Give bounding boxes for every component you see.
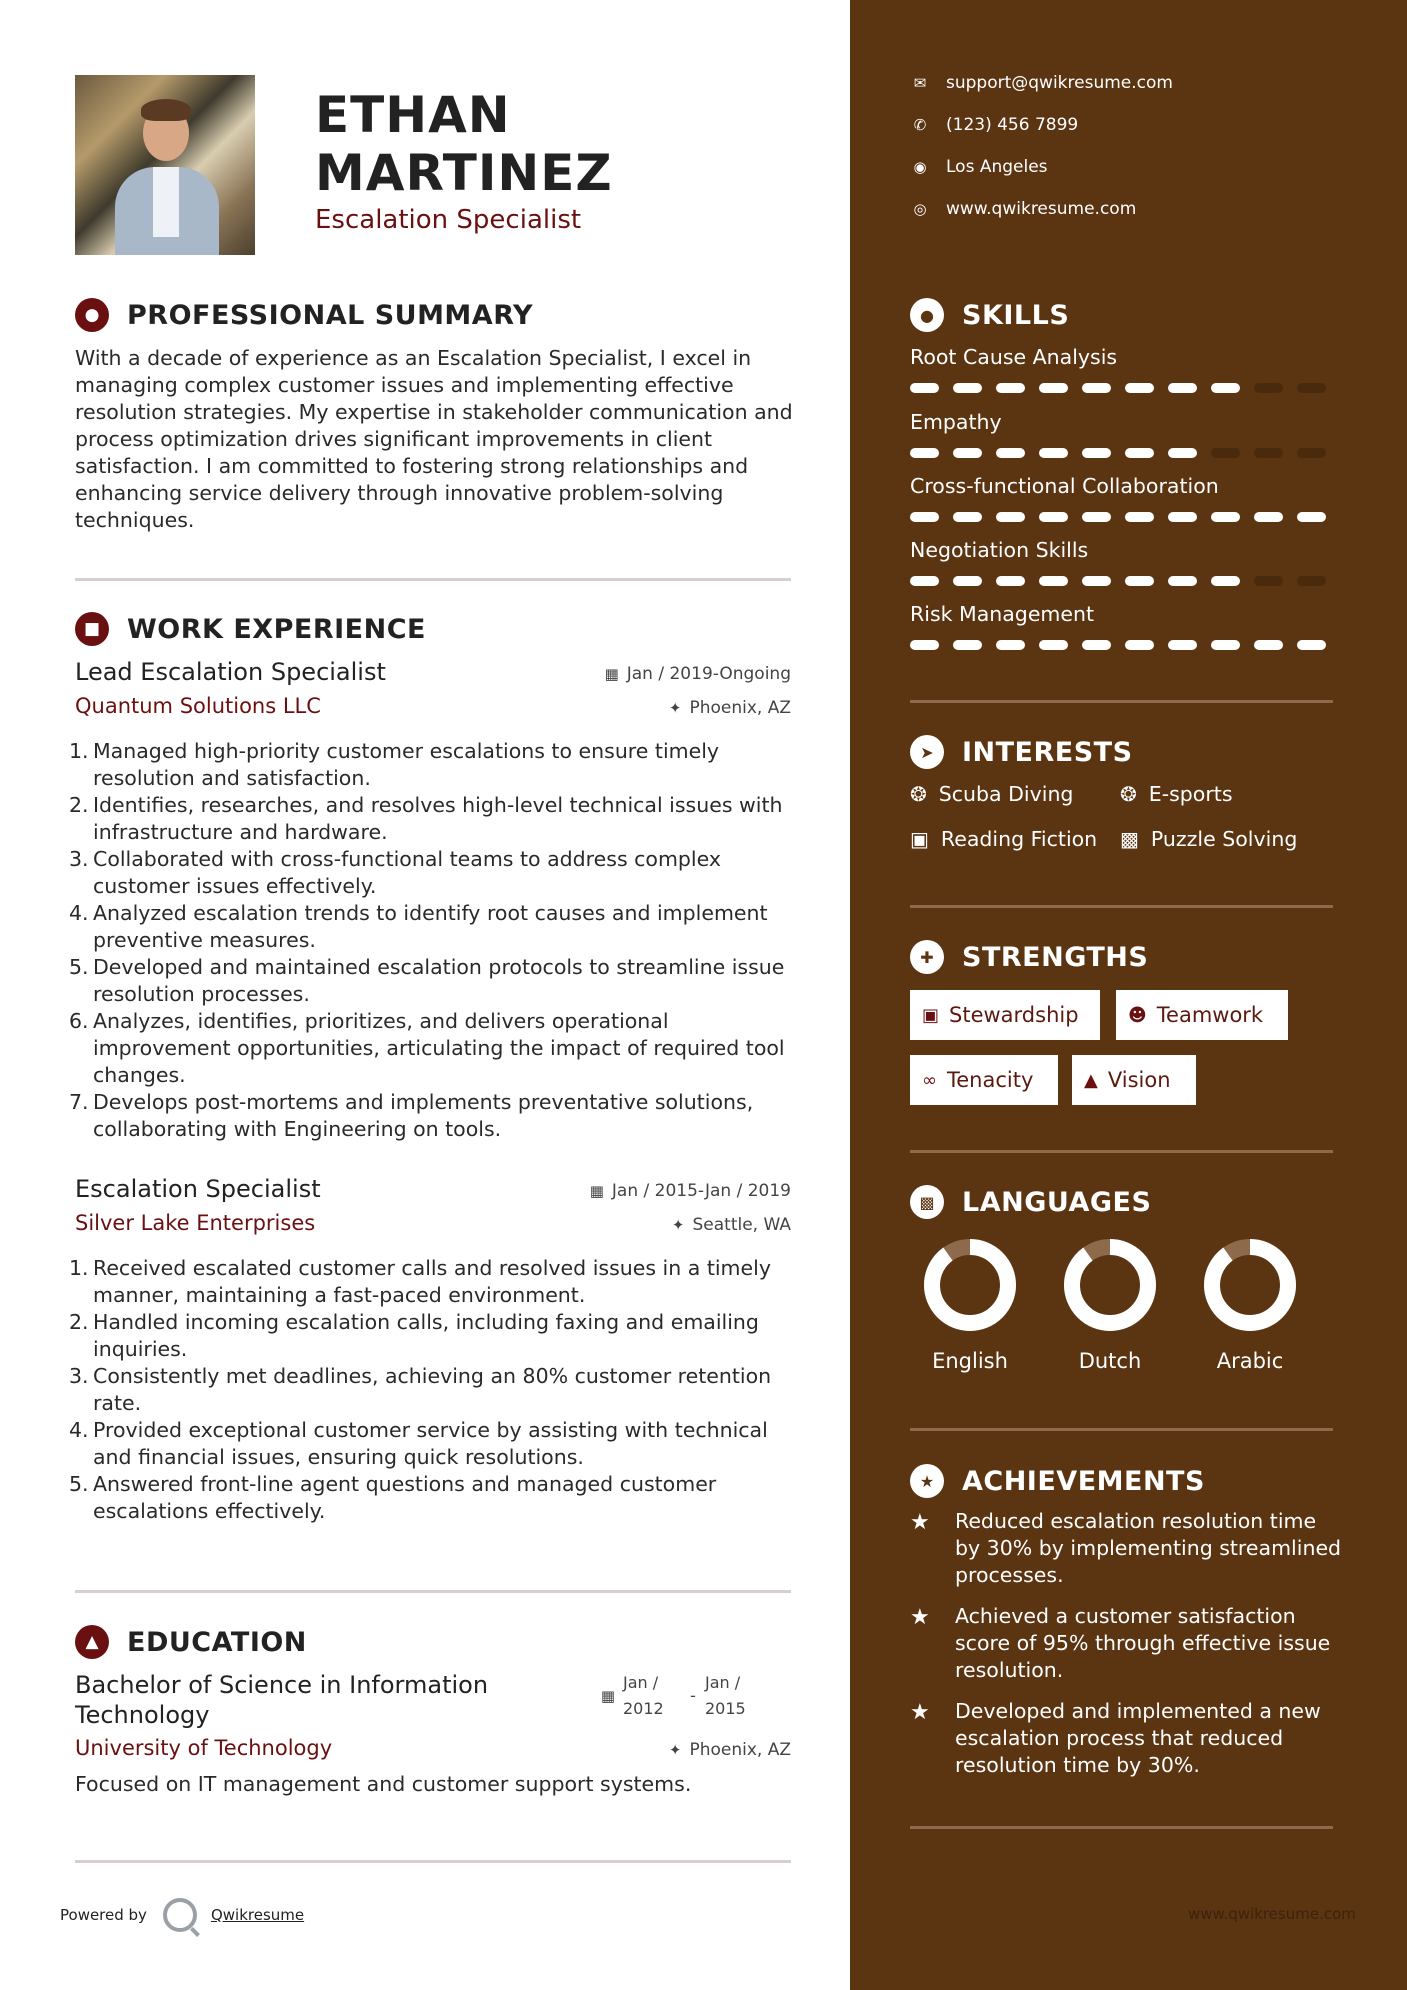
interest-item: ❂ E-sports xyxy=(1120,782,1233,806)
job-bullets xyxy=(69,738,791,1143)
education-title: EDUCATION xyxy=(127,1626,307,1658)
qwikresume-link[interactable]: Qwikresume xyxy=(210,1906,305,1924)
user-icon: ● xyxy=(75,298,109,332)
skill-level-segment xyxy=(1082,512,1111,522)
skill-level-bar xyxy=(910,576,1333,586)
person-role: Escalation Specialist xyxy=(315,205,582,235)
skill-level-segment xyxy=(1297,512,1326,522)
briefcase-icon: ■ xyxy=(75,612,109,646)
skill-level-bar xyxy=(910,512,1333,522)
experience-header xyxy=(75,612,426,646)
achievement-item: ★ Developed and implemented a new escalation process that reduced resolution time by 30%. xyxy=(910,1699,1321,1777)
skill-item xyxy=(910,538,1333,586)
language-item: Arabic xyxy=(1180,1235,1320,1373)
language-ring-dutch xyxy=(1060,1235,1160,1335)
graduation-cap-icon: ▲ xyxy=(75,1625,109,1659)
contact-website[interactable]: ◎ www.qwikresume.com xyxy=(910,199,1136,219)
list-item: 4. Provided exceptional customer service by assisting with technical and financial issues, ensuring quick resolutions. xyxy=(69,1418,768,1469)
divider xyxy=(910,1826,1333,1829)
skill-level-segment xyxy=(1125,576,1154,586)
skill-level-bar xyxy=(910,640,1333,650)
strength-tag: ▣ Stewardship xyxy=(910,990,1100,1040)
job-company: Quantum Solutions LLC xyxy=(75,694,321,718)
skill-level-segment xyxy=(1082,448,1111,458)
users-icon: ☻ xyxy=(1128,1004,1147,1026)
job-entry xyxy=(69,658,791,1141)
strength-tag: ▲ Vision xyxy=(1072,1055,1196,1105)
skill-level-segment xyxy=(1125,448,1154,458)
list-item: 4. Analyzed escalation trends to identify root causes and implement preventive measures. xyxy=(69,901,768,952)
star-badge-icon: ★ xyxy=(910,1464,944,1498)
contact-phone[interactable]: ✆ (123) 456 7899 xyxy=(910,115,1078,135)
skill-item xyxy=(910,345,1333,393)
star-icon: ★ xyxy=(910,1700,930,1725)
skill-name: Cross-functional Collaboration xyxy=(910,474,1219,498)
globe-icon: ◎ xyxy=(913,200,927,218)
job-company: Silver Lake Enterprises xyxy=(75,1211,316,1235)
life-ring-icon: ❂ xyxy=(910,782,927,806)
divider xyxy=(75,1860,791,1863)
calendar-icon: ▦ xyxy=(589,1182,604,1200)
skill-level-segment xyxy=(1168,383,1197,393)
book-icon: ▩ xyxy=(1120,827,1139,851)
powered-by: Powered by Qwikresume xyxy=(60,1898,304,1932)
contact-location: ◉ Los Angeles xyxy=(910,157,1048,177)
skill-name: Negotiation Skills xyxy=(910,538,1089,562)
life-ring-icon: ❂ xyxy=(1120,782,1137,806)
achievement-item: ★ Achieved a customer satisfaction score of 95% through effective issue resolution. xyxy=(910,1604,1331,1682)
language-icon: ▩ xyxy=(910,1185,944,1219)
language-ring-arabic xyxy=(1200,1235,1300,1335)
list-item: 7. Develops post-mortems and implements preventative solutions, collaborating with Engineering on tools. xyxy=(69,1090,754,1141)
education-description: Focused on IT management and customer support systems. xyxy=(75,1772,692,1796)
paper-plane-icon: ➤ xyxy=(910,735,944,769)
skill-item xyxy=(910,602,1333,650)
divider xyxy=(910,700,1333,703)
list-item: 5. Answered front-line agent questions and managed customer escalations effectively. xyxy=(69,1472,717,1523)
skill-level-segment xyxy=(1082,383,1111,393)
interests-header: ➤ INTERESTS xyxy=(910,735,1133,769)
achievements-header: ★ ACHIEVEMENTS xyxy=(910,1464,1205,1498)
envelope-icon: ✉ xyxy=(913,74,927,92)
skill-level-segment xyxy=(953,383,982,393)
divider xyxy=(910,1150,1333,1153)
contact-email[interactable]: ✉ support@qwikresume.com xyxy=(910,73,1173,93)
pin-icon: ✦ xyxy=(671,1216,685,1234)
star-icon: ★ xyxy=(910,1510,930,1535)
skill-level-segment xyxy=(1168,640,1197,650)
person-name: ETHAN MARTINEZ xyxy=(315,86,613,202)
skill-level-segment xyxy=(1254,576,1283,586)
job-location: ✦ Phoenix, AZ xyxy=(668,698,791,718)
briefcase-icon: ▣ xyxy=(922,1004,940,1026)
skill-name: Root Cause Analysis xyxy=(910,345,1118,369)
divider xyxy=(75,1590,791,1593)
skill-level-segment xyxy=(910,512,939,522)
profile-photo xyxy=(75,75,255,255)
footer-website: www.qwikresume.com xyxy=(1188,1905,1356,1923)
skill-level-segment xyxy=(1125,640,1154,650)
job-date: ▦ Jan / 2019-Ongoing xyxy=(604,664,791,684)
languages-header: ▩ LANGUAGES xyxy=(910,1185,1151,1219)
school-location: ✦ Phoenix, AZ xyxy=(668,1740,791,1760)
experience-title: WORK EXPERIENCE xyxy=(127,613,426,645)
language-item: Dutch xyxy=(1040,1235,1180,1373)
school-name: University of Technology xyxy=(75,1736,333,1760)
skill-level-segment xyxy=(1211,448,1240,458)
skill-level-segment xyxy=(1039,448,1068,458)
list-item: 3. Collaborated with cross-functional teams to address complex customer issues effectively. xyxy=(69,847,722,898)
phone-icon: ✆ xyxy=(913,116,927,134)
education-header xyxy=(75,1625,307,1659)
skill-level-segment xyxy=(1254,383,1283,393)
link-icon: ∞ xyxy=(922,1069,937,1091)
fist-icon: ✚ xyxy=(910,940,944,974)
skill-level-segment xyxy=(1082,640,1111,650)
skill-level-segment xyxy=(910,448,939,458)
job-date: ▦ Jan / 2015-Jan / 2019 xyxy=(589,1181,791,1201)
skill-level-segment xyxy=(953,640,982,650)
pin-icon: ✦ xyxy=(668,1741,682,1759)
skill-level-segment xyxy=(910,640,939,650)
skill-level-segment xyxy=(1297,448,1326,458)
skill-level-segment xyxy=(1168,576,1197,586)
skill-level-segment xyxy=(1082,576,1111,586)
summary-header xyxy=(75,298,533,332)
job-title: Lead Escalation Specialist xyxy=(75,658,386,686)
job-location: ✦ Seattle, WA xyxy=(671,1215,791,1235)
skill-level-segment xyxy=(1039,383,1068,393)
degree-title: Bachelor of Science in Information Technology xyxy=(75,1671,489,1729)
skill-level-segment xyxy=(1211,640,1240,650)
strengths-header: ✚ STRENGTHS xyxy=(910,940,1148,974)
list-item: 5. Developed and maintained escalation protocols to streamline issue resolution processes. xyxy=(69,955,785,1006)
summary-text: With a decade of experience as an Escalation Specialist, I excel in managing complex customer issues and implementing effective resolution strategies. My expertise in stakeholder communication and process optimization drives significant improvements in client satisfaction. I am committed to fostering strong relationships and enhancing service delivery through innovative problem-solving techniques. xyxy=(75,346,793,532)
skill-level-segment xyxy=(1039,640,1068,650)
qwikresume-logo-icon xyxy=(163,1898,197,1932)
list-item: 6. Analyzes, identifies, prioritizes, and delivers operational improvement opportunities, articulating the impact of required tool changes. xyxy=(69,1009,785,1087)
skill-level-segment xyxy=(996,576,1025,586)
list-item: 1. Received escalated customer calls and resolved issues in a timely manner, maintaining a fast-paced environment. xyxy=(69,1256,771,1307)
skill-level-segment xyxy=(1297,383,1326,393)
interest-item: ❂ Scuba Diving xyxy=(910,782,1074,806)
skill-level-segment xyxy=(953,448,982,458)
skill-level-segment xyxy=(1254,512,1283,522)
skill-level-segment xyxy=(1211,576,1240,586)
skill-level-segment xyxy=(996,640,1025,650)
skill-level-segment xyxy=(1125,512,1154,522)
skill-level-bar xyxy=(910,383,1333,393)
skill-level-segment xyxy=(1297,640,1326,650)
skill-level-segment xyxy=(1039,512,1068,522)
skill-level-segment xyxy=(910,383,939,393)
skill-level-segment xyxy=(1168,512,1197,522)
list-item: 2. Identifies, researches, and resolves high-level technical issues with infrastructure and hardware. xyxy=(69,793,783,844)
job-bullets xyxy=(69,1255,791,1525)
divider xyxy=(910,1428,1333,1431)
skill-name: Risk Management xyxy=(910,602,1095,626)
language-item: English xyxy=(900,1235,1040,1373)
divider xyxy=(75,578,791,581)
language-ring-english xyxy=(920,1235,1020,1335)
list-item: 1. Managed high-priority customer escalations to ensure timely resolution and satisfaction. xyxy=(69,739,720,790)
skill-level-segment xyxy=(953,512,982,522)
skill-level-segment xyxy=(1125,383,1154,393)
strength-tag: ☻ Teamwork xyxy=(1116,990,1288,1040)
binoculars-icon: ▲ xyxy=(1084,1069,1098,1091)
job-entry xyxy=(69,1175,791,1535)
interest-item: ▣ Reading Fiction xyxy=(910,827,1098,851)
skill-level-segment xyxy=(1211,512,1240,522)
skill-level-segment xyxy=(1254,640,1283,650)
skill-level-segment xyxy=(1211,383,1240,393)
pin-icon: ✦ xyxy=(668,699,682,717)
interest-item: ▩ Puzzle Solving xyxy=(1120,827,1298,851)
skill-level-segment xyxy=(953,576,982,586)
gamepad-icon: ▣ xyxy=(910,827,929,851)
divider xyxy=(910,905,1333,908)
education-dates: ▦ Jan / 2012 - Jan / 2015 xyxy=(601,1670,763,1722)
skill-level-segment xyxy=(1168,448,1197,458)
skill-level-segment xyxy=(1297,576,1326,586)
skill-level-segment xyxy=(1254,448,1283,458)
skill-level-segment xyxy=(910,576,939,586)
skill-level-bar xyxy=(910,448,1333,458)
skill-level-segment xyxy=(996,448,1025,458)
map-marker-icon: ◉ xyxy=(913,158,927,176)
skill-level-segment xyxy=(1039,576,1068,586)
skill-name: Empathy xyxy=(910,410,1002,434)
calendar-icon: ▦ xyxy=(600,1687,615,1705)
achievement-item: ★ Reduced escalation resolution time by 30% by implementing streamlined processes. xyxy=(910,1509,1342,1587)
calendar-icon: ▦ xyxy=(604,665,619,683)
education-entry xyxy=(75,1670,791,1810)
skill-level-segment xyxy=(996,383,1025,393)
sidebar xyxy=(850,0,1407,1990)
summary-title: PROFESSIONAL SUMMARY xyxy=(127,299,534,331)
list-item: 3. Consistently met deadlines, achieving an 80% customer retention rate. xyxy=(69,1364,772,1415)
skill-level-segment xyxy=(996,512,1025,522)
skill-item xyxy=(910,474,1333,522)
skill-item xyxy=(910,410,1333,458)
star-icon: ★ xyxy=(910,1605,930,1630)
strength-tag: ∞ Tenacity xyxy=(910,1055,1058,1105)
job-title: Escalation Specialist xyxy=(75,1175,321,1203)
list-item: 2. Handled incoming escalation calls, including faxing and emailing inquiries. xyxy=(69,1310,759,1361)
skills-header: ● SKILLS xyxy=(910,298,1069,332)
lightbulb-icon: ● xyxy=(910,298,944,332)
